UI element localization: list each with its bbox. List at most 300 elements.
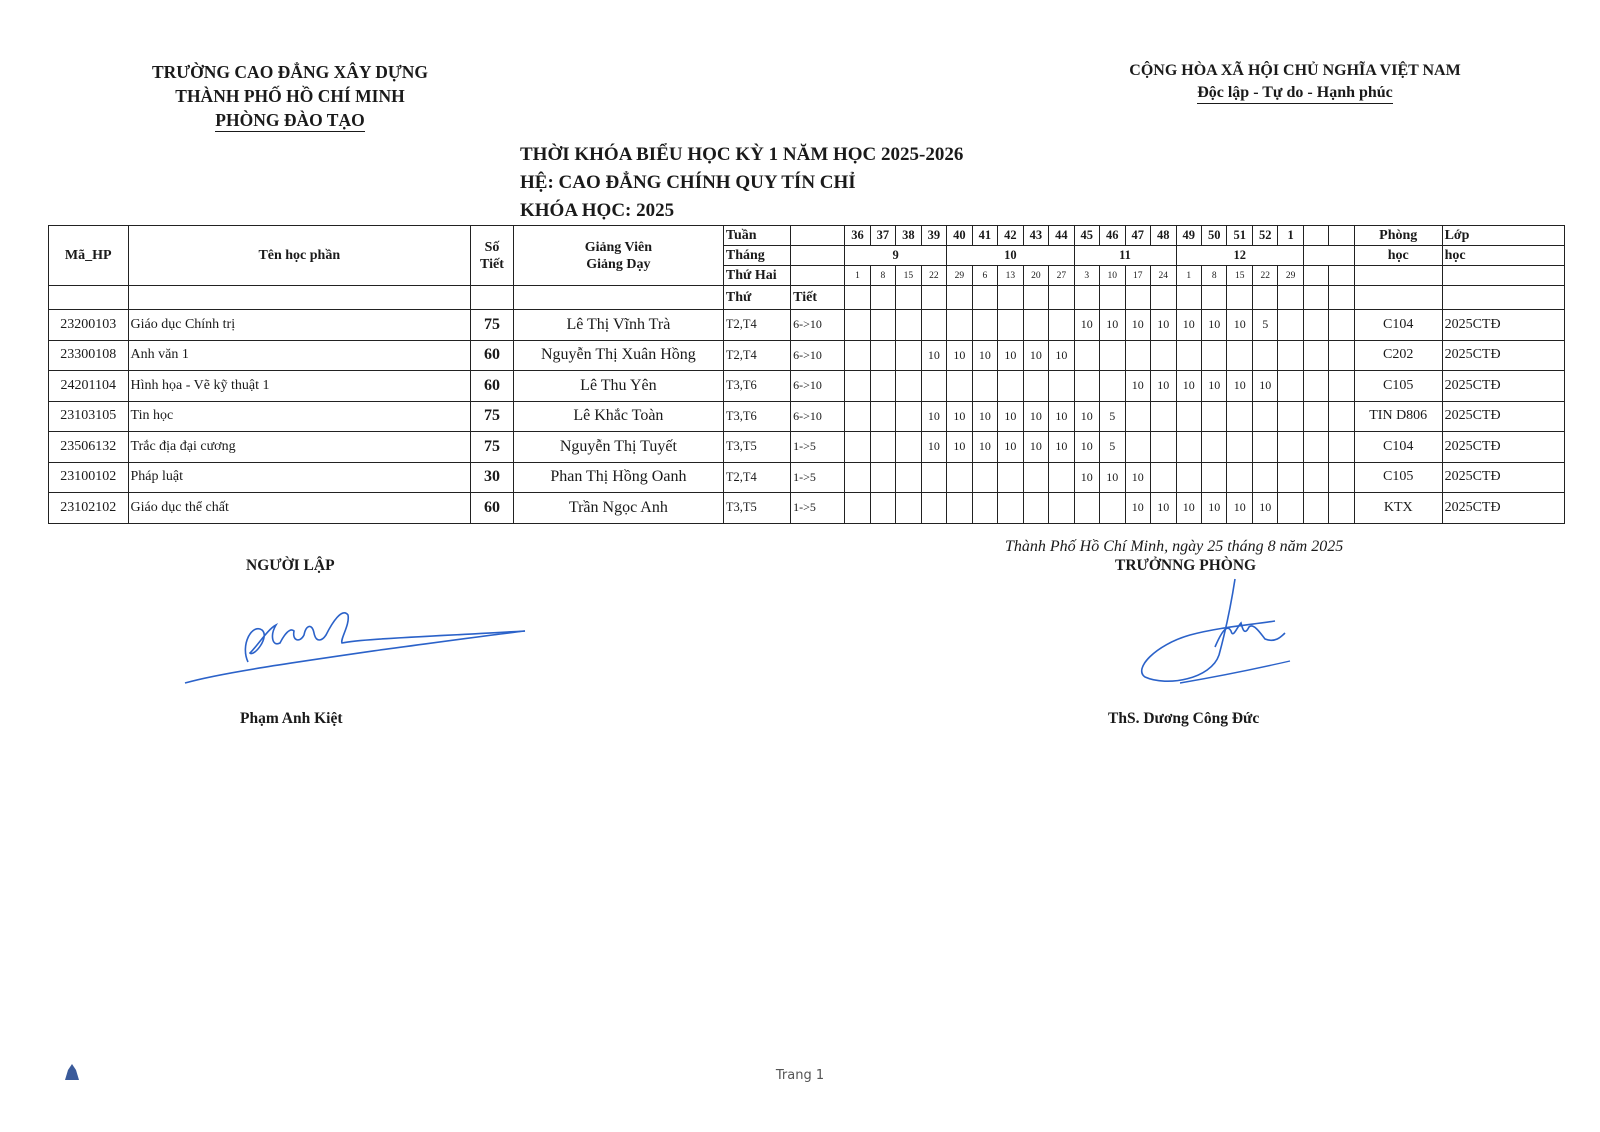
week-cell: 43 xyxy=(1023,226,1048,246)
week-hours-cell: 10 xyxy=(1151,493,1176,524)
week-hours-cell xyxy=(896,432,921,463)
header-blank xyxy=(1442,286,1564,310)
week-hours-cell xyxy=(870,340,895,371)
class-periods: 6->10 xyxy=(791,371,845,402)
week-hours-cell xyxy=(1176,432,1201,463)
week-hours-cell xyxy=(845,432,870,463)
header-blank xyxy=(972,286,997,310)
school-city: THÀNH PHỐ HỒ CHÍ MINH xyxy=(175,86,405,106)
week-hours-cell xyxy=(870,493,895,524)
week-cell: 45 xyxy=(1074,226,1099,246)
header-blank xyxy=(1176,286,1201,310)
national-title: CỘNG HÒA XÃ HỘI CHỦ NGHĨA VIỆT NAM xyxy=(1129,62,1461,79)
course-hours: 75 xyxy=(471,401,514,432)
monday-date-cell xyxy=(1329,266,1354,286)
class-days: T3,T6 xyxy=(723,371,790,402)
week-hours-cell xyxy=(1227,462,1252,493)
week-hours-cell: 10 xyxy=(1125,493,1150,524)
header-blank xyxy=(49,286,129,310)
course-hours: 75 xyxy=(471,310,514,341)
month-cell: 9 xyxy=(845,246,947,266)
week-hours-cell: 5 xyxy=(1252,310,1277,341)
header-row-weeks xyxy=(49,226,1565,246)
row-label-thang: Tháng xyxy=(723,246,790,266)
week-hours-cell xyxy=(972,310,997,341)
table-row xyxy=(49,340,1565,371)
course-name: Tin học xyxy=(128,401,471,432)
header-blank xyxy=(791,246,845,266)
class-periods: 6->10 xyxy=(791,401,845,432)
header-blank xyxy=(921,286,946,310)
month-cell: 11 xyxy=(1074,246,1176,266)
col-header-phong-line-1: Phòng xyxy=(1379,227,1418,243)
creator-title: NGƯỜI LẬP xyxy=(246,557,335,574)
week-hours-cell: 10 xyxy=(947,401,972,432)
course-name: Anh văn 1 xyxy=(128,340,471,371)
monday-date-cell: 29 xyxy=(947,266,972,286)
teacher-name: Nguyễn Thị Tuyết xyxy=(513,432,723,463)
week-cell: 48 xyxy=(1151,226,1176,246)
monday-date-cell: 15 xyxy=(1227,266,1252,286)
week-hours-cell xyxy=(972,493,997,524)
week-hours-cell xyxy=(1049,310,1074,341)
course-hours: 60 xyxy=(471,371,514,402)
header-blank xyxy=(513,286,723,310)
course-code: 23100102 xyxy=(49,462,129,493)
header-blank xyxy=(1201,286,1226,310)
week-hours-cell xyxy=(1303,340,1328,371)
monday-date-cell: 8 xyxy=(870,266,895,286)
monday-date-cell: 8 xyxy=(1201,266,1226,286)
week-hours-cell xyxy=(1278,340,1303,371)
monday-date-cell: 1 xyxy=(845,266,870,286)
week-hours-cell xyxy=(998,493,1023,524)
week-hours-cell: 10 xyxy=(972,432,997,463)
class-days: T3,T5 xyxy=(723,493,790,524)
header-blank xyxy=(870,286,895,310)
head-signature xyxy=(1135,575,1295,690)
week-hours-cell: 10 xyxy=(1100,310,1125,341)
week-hours-cell xyxy=(1227,340,1252,371)
week-hours-cell xyxy=(896,310,921,341)
course-name: Pháp luật xyxy=(128,462,471,493)
week-hours-cell xyxy=(1125,340,1150,371)
header-blank xyxy=(1252,286,1277,310)
place-and-date: Thành Phố Hồ Chí Minh, ngày 25 tháng 8 năm 2025 xyxy=(1005,538,1344,555)
week-cell: 44 xyxy=(1049,226,1074,246)
head-name: ThS. Dương Công Đức xyxy=(1108,710,1260,727)
week-hours-cell xyxy=(921,493,946,524)
week-hours-cell xyxy=(1329,340,1354,371)
month-cell: 10 xyxy=(947,246,1074,266)
class-periods: 6->10 xyxy=(791,340,845,371)
week-hours-cell: 10 xyxy=(1100,462,1125,493)
week-hours-cell xyxy=(1252,340,1277,371)
week-hours-cell: 10 xyxy=(1176,493,1201,524)
week-cell: 49 xyxy=(1176,226,1201,246)
header-blank xyxy=(1227,286,1252,310)
week-hours-cell xyxy=(845,340,870,371)
col-header-phong-hoc-line-2: học xyxy=(1354,246,1442,266)
scanner-mark-icon xyxy=(62,1060,82,1082)
document-title xyxy=(520,141,963,225)
week-hours-cell xyxy=(921,371,946,402)
week-hours-cell xyxy=(870,462,895,493)
week-hours-cell: 10 xyxy=(1049,432,1074,463)
week-hours-cell xyxy=(1329,310,1354,341)
monday-date-cell: 10 xyxy=(1100,266,1125,286)
header-blank xyxy=(1074,286,1099,310)
week-hours-cell xyxy=(845,401,870,432)
week-hours-cell xyxy=(845,493,870,524)
school-name: TRƯỜNG CAO ĐẲNG XÂY DỰNG xyxy=(151,62,429,82)
week-hours-cell xyxy=(1176,401,1201,432)
class-periods: 1->5 xyxy=(791,432,845,463)
header-blank xyxy=(1303,286,1328,310)
week-hours-cell xyxy=(1329,371,1354,402)
week-hours-cell: 10 xyxy=(947,340,972,371)
monday-date-cell: 1 xyxy=(1176,266,1201,286)
week-hours-cell xyxy=(896,401,921,432)
title-line-1: THỜI KHÓA BIỂU HỌC KỲ 1 NĂM HỌC 2025-2026 xyxy=(520,144,964,165)
monday-date-cell: 27 xyxy=(1049,266,1074,286)
week-cell: 36 xyxy=(845,226,870,246)
col-header-lop-hoc-line-2: học xyxy=(1442,246,1564,266)
week-hours-cell: 10 xyxy=(1201,371,1226,402)
head-title: TRƯỞNNG PHÒNG xyxy=(1115,557,1257,574)
week-hours-cell xyxy=(896,493,921,524)
header-blank xyxy=(1125,286,1150,310)
week-hours-cell xyxy=(870,310,895,341)
week-hours-cell xyxy=(1023,371,1048,402)
week-hours-cell xyxy=(972,371,997,402)
week-hours-cell: 10 xyxy=(1151,371,1176,402)
monday-date-cell: 20 xyxy=(1023,266,1048,286)
header-blank xyxy=(1329,286,1354,310)
week-hours-cell: 10 xyxy=(1176,310,1201,341)
course-hours: 60 xyxy=(471,340,514,371)
week-hours-cell xyxy=(1227,401,1252,432)
week-hours-cell: 10 xyxy=(1074,310,1099,341)
monday-date-cell: 29 xyxy=(1278,266,1303,286)
week-hours-cell xyxy=(1303,371,1328,402)
week-hours-cell xyxy=(998,371,1023,402)
class-group: 2025CTĐ xyxy=(1442,493,1564,524)
week-cell: 42 xyxy=(998,226,1023,246)
department-name: PHÒNG ĐÀO TẠO xyxy=(215,110,365,130)
week-hours-cell: 10 xyxy=(1227,493,1252,524)
week-hours-cell xyxy=(1100,493,1125,524)
room: C104 xyxy=(1354,310,1442,341)
header-blank xyxy=(947,286,972,310)
row-label-thu-hai: Thứ Hai xyxy=(723,266,790,286)
col-header-so-tiet-line-2: Tiết xyxy=(480,256,504,272)
table-row xyxy=(49,401,1565,432)
week-hours-cell: 10 xyxy=(1125,371,1150,402)
week-hours-cell: 10 xyxy=(972,401,997,432)
week-hours-cell: 10 xyxy=(1074,401,1099,432)
table-row xyxy=(49,462,1565,493)
week-hours-cell: 10 xyxy=(998,340,1023,371)
week-hours-cell xyxy=(896,340,921,371)
row-label-tuan: Tuần xyxy=(723,226,790,246)
table-row xyxy=(49,310,1565,341)
week-cell: 46 xyxy=(1100,226,1125,246)
col-header-phong-hoc xyxy=(1354,226,1442,246)
monday-date-cell: 6 xyxy=(972,266,997,286)
course-code: 23103105 xyxy=(49,401,129,432)
room: C104 xyxy=(1354,432,1442,463)
week-hours-cell: 10 xyxy=(1049,340,1074,371)
monday-date-cell xyxy=(1303,266,1328,286)
class-group: 2025CTĐ xyxy=(1442,371,1564,402)
schedule-body xyxy=(49,226,1565,524)
week-hours-cell xyxy=(1023,462,1048,493)
week-hours-cell xyxy=(1278,432,1303,463)
monday-date-cell: 17 xyxy=(1125,266,1150,286)
week-hours-cell xyxy=(1023,310,1048,341)
course-code: 23200103 xyxy=(49,310,129,341)
course-name: Trắc địa đại cương xyxy=(128,432,471,463)
title-line-3: KHÓA HỌC: 2025 xyxy=(520,200,675,221)
week-cell: 52 xyxy=(1252,226,1277,246)
week-hours-cell: 10 xyxy=(921,432,946,463)
week-hours-cell: 10 xyxy=(1125,462,1150,493)
week-hours-cell xyxy=(1329,462,1354,493)
week-cell: 47 xyxy=(1125,226,1150,246)
week-hours-cell xyxy=(1100,371,1125,402)
week-hours-cell xyxy=(870,401,895,432)
col-header-lop-hoc xyxy=(1442,226,1564,246)
header-blank xyxy=(1023,286,1048,310)
week-hours-cell xyxy=(947,371,972,402)
month-cell xyxy=(1303,246,1354,266)
week-hours-cell xyxy=(998,462,1023,493)
week-hours-cell xyxy=(1074,493,1099,524)
week-hours-cell: 10 xyxy=(921,340,946,371)
course-name: Hình họa - Vẽ kỹ thuật 1 xyxy=(128,371,471,402)
header-blank xyxy=(791,266,845,286)
class-days: T2,T4 xyxy=(723,310,790,341)
teacher-name: Nguyễn Thị Xuân Hồng xyxy=(513,340,723,371)
table-row xyxy=(49,371,1565,402)
week-hours-cell xyxy=(1227,432,1252,463)
room: C105 xyxy=(1354,462,1442,493)
col-header-ten-hp: Tên học phần xyxy=(128,226,471,286)
room: TIN D806 xyxy=(1354,401,1442,432)
week-hours-cell: 5 xyxy=(1100,401,1125,432)
monday-date-cell: 3 xyxy=(1074,266,1099,286)
week-hours-cell xyxy=(1278,493,1303,524)
week-cell: 41 xyxy=(972,226,997,246)
header-blank xyxy=(1442,266,1564,286)
class-days: T2,T4 xyxy=(723,340,790,371)
header-blank xyxy=(1278,286,1303,310)
week-hours-cell: 10 xyxy=(1049,401,1074,432)
week-hours-cell: 10 xyxy=(972,340,997,371)
course-code: 24201104 xyxy=(49,371,129,402)
week-hours-cell xyxy=(845,371,870,402)
class-group: 2025CTĐ xyxy=(1442,310,1564,341)
week-hours-cell xyxy=(1303,493,1328,524)
header-blank xyxy=(1049,286,1074,310)
room: C202 xyxy=(1354,340,1442,371)
week-hours-cell xyxy=(870,371,895,402)
week-hours-cell xyxy=(1252,432,1277,463)
col-header-giang-vien xyxy=(513,226,723,286)
course-name: Giáo dục thể chất xyxy=(128,493,471,524)
week-hours-cell xyxy=(1303,462,1328,493)
week-hours-cell xyxy=(1201,462,1226,493)
col-header-so-tiet xyxy=(471,226,514,286)
header-blank xyxy=(128,286,471,310)
week-hours-cell xyxy=(1074,340,1099,371)
week-hours-cell: 10 xyxy=(1023,401,1048,432)
col-header-lop-line-1: Lớp xyxy=(1444,227,1470,243)
week-cell xyxy=(1303,226,1328,246)
class-days: T3,T6 xyxy=(723,401,790,432)
week-hours-cell xyxy=(1201,401,1226,432)
week-hours-cell: 10 xyxy=(1176,371,1201,402)
col-header-gv-line-1: Giảng Viên xyxy=(584,239,653,255)
week-hours-cell xyxy=(972,462,997,493)
monday-date-cell: 22 xyxy=(1252,266,1277,286)
week-hours-cell: 10 xyxy=(1252,371,1277,402)
col-header-thu: Thứ xyxy=(723,286,790,310)
course-code: 23102102 xyxy=(49,493,129,524)
school-header xyxy=(110,60,470,132)
week-cell: 51 xyxy=(1227,226,1252,246)
week-cell: 40 xyxy=(947,226,972,246)
course-hours: 30 xyxy=(471,462,514,493)
header-blank xyxy=(791,226,845,246)
week-hours-cell xyxy=(1329,401,1354,432)
month-cell: 12 xyxy=(1176,246,1303,266)
course-hours: 60 xyxy=(471,493,514,524)
table-row xyxy=(49,493,1565,524)
week-cell: 39 xyxy=(921,226,946,246)
monday-date-cell: 22 xyxy=(921,266,946,286)
room: KTX xyxy=(1354,493,1442,524)
week-hours-cell xyxy=(1151,432,1176,463)
week-hours-cell xyxy=(921,310,946,341)
week-hours-cell xyxy=(1049,493,1074,524)
week-hours-cell: 10 xyxy=(1252,493,1277,524)
week-hours-cell: 10 xyxy=(1074,462,1099,493)
class-periods: 6->10 xyxy=(791,310,845,341)
title-line-2: HỆ: CAO ĐẲNG CHÍNH QUY TÍN CHỈ xyxy=(520,172,856,193)
header-blank xyxy=(1100,286,1125,310)
week-hours-cell xyxy=(845,310,870,341)
week-hours-cell xyxy=(1278,310,1303,341)
week-hours-cell xyxy=(947,462,972,493)
teacher-name: Lê Thu Yên xyxy=(513,371,723,402)
week-hours-cell xyxy=(1303,432,1328,463)
header-blank xyxy=(896,286,921,310)
class-group: 2025CTĐ xyxy=(1442,340,1564,371)
week-hours-cell xyxy=(1176,462,1201,493)
class-days: T2,T4 xyxy=(723,462,790,493)
week-hours-cell xyxy=(1049,462,1074,493)
monday-date-cell: 15 xyxy=(896,266,921,286)
week-hours-cell xyxy=(1329,432,1354,463)
week-hours-cell xyxy=(1023,493,1048,524)
week-hours-cell: 10 xyxy=(1074,432,1099,463)
room: C105 xyxy=(1354,371,1442,402)
class-periods: 1->5 xyxy=(791,462,845,493)
teacher-name: Trần Ngọc Anh xyxy=(513,493,723,524)
header-blank xyxy=(845,286,870,310)
week-hours-cell xyxy=(1074,371,1099,402)
col-header-so-tiet-line-1: Số xyxy=(484,239,500,255)
course-code: 23300108 xyxy=(49,340,129,371)
teacher-name: Lê Khắc Toàn xyxy=(513,401,723,432)
week-hours-cell: 10 xyxy=(998,401,1023,432)
col-header-gv-line-2: Giảng Dạy xyxy=(586,256,651,272)
header-blank xyxy=(1354,266,1442,286)
monday-date-cell: 24 xyxy=(1151,266,1176,286)
teacher-name: Lê Thị Vĩnh Trà xyxy=(513,310,723,341)
week-hours-cell xyxy=(1201,432,1226,463)
national-motto: Độc lập - Tự do - Hạnh phúc xyxy=(1197,83,1393,104)
col-header-tiet: Tiết xyxy=(791,286,845,310)
week-hours-cell xyxy=(998,310,1023,341)
course-name: Giáo dục Chính trị xyxy=(128,310,471,341)
col-header-ma-hp: Mã_HP xyxy=(49,226,129,286)
week-hours-cell xyxy=(1201,340,1226,371)
class-periods: 1->5 xyxy=(791,493,845,524)
teacher-name: Phan Thị Hồng Oanh xyxy=(513,462,723,493)
week-hours-cell xyxy=(1278,462,1303,493)
week-hours-cell xyxy=(1151,401,1176,432)
week-hours-cell: 10 xyxy=(1227,371,1252,402)
course-code: 23506132 xyxy=(49,432,129,463)
week-hours-cell xyxy=(1151,340,1176,371)
week-hours-cell xyxy=(1278,371,1303,402)
header-blank xyxy=(1151,286,1176,310)
class-group: 2025CTĐ xyxy=(1442,462,1564,493)
week-hours-cell: 10 xyxy=(1023,340,1048,371)
monday-date-cell: 13 xyxy=(998,266,1023,286)
week-hours-cell xyxy=(870,432,895,463)
national-header xyxy=(1100,60,1490,104)
week-hours-cell xyxy=(896,371,921,402)
week-hours-cell xyxy=(1252,462,1277,493)
week-hours-cell xyxy=(1303,401,1328,432)
week-cell: 38 xyxy=(896,226,921,246)
week-hours-cell: 10 xyxy=(1201,493,1226,524)
week-cell: 50 xyxy=(1201,226,1226,246)
week-hours-cell xyxy=(1252,401,1277,432)
week-hours-cell xyxy=(896,462,921,493)
class-days: T3,T5 xyxy=(723,432,790,463)
week-hours-cell: 10 xyxy=(998,432,1023,463)
week-hours-cell: 10 xyxy=(1151,310,1176,341)
week-hours-cell: 5 xyxy=(1100,432,1125,463)
week-hours-cell xyxy=(1303,310,1328,341)
week-hours-cell xyxy=(947,310,972,341)
week-hours-cell: 10 xyxy=(921,401,946,432)
schedule-table xyxy=(48,225,1565,524)
week-cell: 1 xyxy=(1278,226,1303,246)
week-cell: 37 xyxy=(870,226,895,246)
week-hours-cell: 10 xyxy=(1201,310,1226,341)
header-blank xyxy=(998,286,1023,310)
week-hours-cell xyxy=(1278,401,1303,432)
week-hours-cell xyxy=(845,462,870,493)
week-hours-cell: 10 xyxy=(1227,310,1252,341)
week-hours-cell xyxy=(1125,432,1150,463)
